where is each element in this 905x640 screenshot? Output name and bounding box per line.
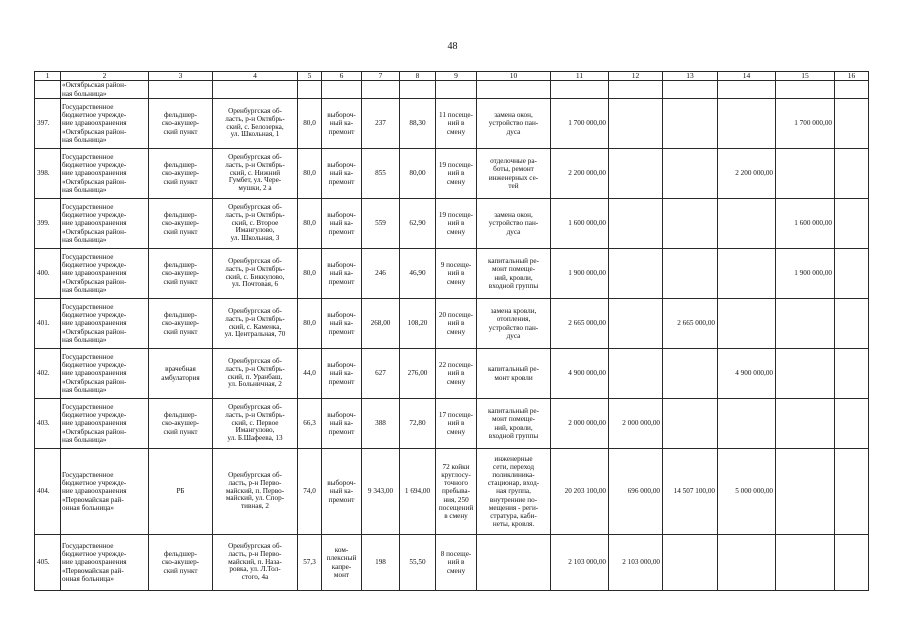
table-row (35, 299, 869, 349)
work-description: капитальный ре- монт помеще- ний, кровли, входной группы (477, 399, 551, 449)
cost-year-3: 4 900 000,00 (718, 349, 776, 399)
repair-type: выбороч- ный ка- премонт (322, 149, 362, 199)
column-number-header: 15 (776, 72, 835, 81)
capacity: 22 посеще- ний в смену (436, 349, 477, 399)
cost-year-5 (835, 149, 869, 199)
work-description: замена окон, устройство пан- дуса (477, 99, 551, 149)
area-value: 66,3 (298, 399, 322, 449)
facility-type: фельдшер- ско-акушер- ский пункт (149, 299, 213, 349)
column-number-header: 10 (477, 72, 551, 81)
cost-year-2 (663, 349, 718, 399)
cost-year-4 (776, 149, 835, 199)
total-cost: 1 700 000,00 (551, 99, 609, 149)
volume-value: 46,90 (400, 249, 436, 299)
volume-value: 62,90 (400, 199, 436, 249)
table-row (35, 349, 869, 399)
repair-type: выбороч- ный ка- премонт (322, 199, 362, 249)
total-cost: 1 900 000,00 (551, 249, 609, 299)
volume-value: 1 694,00 (400, 449, 436, 535)
row-number: 405. (35, 535, 61, 591)
total-cost: 1 600 000,00 (551, 199, 609, 249)
facility-type: фельдшер- ско-акушер- ский пункт (149, 199, 213, 249)
total-cost: 2 665 000,00 (551, 299, 609, 349)
institution-name: «Октябрьская район- ная больница» (61, 81, 149, 99)
facility-type (149, 81, 213, 99)
cost-year-2: 2 665 000,00 (663, 299, 718, 349)
column-number-header: 3 (149, 72, 213, 81)
cost-year-1 (609, 299, 663, 349)
column-number-header: 8 (400, 72, 436, 81)
area-value: 80,0 (298, 249, 322, 299)
volume-value: 55,50 (400, 535, 436, 591)
cost-year-1 (609, 249, 663, 299)
page-number: 48 (447, 41, 458, 52)
table-row (35, 199, 869, 249)
address: Оренбургская об- ласть, р-н Октябрь- ский, с. Каменка, ул. Центральная, 70 (213, 299, 298, 349)
cost-year-4 (776, 349, 835, 399)
cost-year-1 (609, 149, 663, 199)
cost-year-4 (776, 449, 835, 535)
cost-year-2 (663, 81, 718, 99)
capacity: 19 посеще- ний в смену (436, 149, 477, 199)
cost-year-3 (718, 199, 776, 249)
cost-year-2: 14 507 100,00 (663, 449, 718, 535)
cost-year-1 (609, 349, 663, 399)
address: Оренбургская об- ласть, р-н Октябрь- ский, с. Первое Имангулово, ул. Б.Шафеева, 13 (213, 399, 298, 449)
cost-year-4: 1 700 000,00 (776, 99, 835, 149)
facility-type: фельдшер- ско-акушер- ский пункт (149, 149, 213, 199)
column-number-header: 11 (551, 72, 609, 81)
work-description: капитальный ре- монт помеще- ний, кровли, входной группы (477, 249, 551, 299)
cost-year-3 (718, 99, 776, 149)
column-number-row (35, 72, 869, 81)
cost-year-4 (776, 81, 835, 99)
volume-value: 108,20 (400, 299, 436, 349)
area-value: 80,0 (298, 199, 322, 249)
cost-year-1: 696 000,00 (609, 449, 663, 535)
row-number: 403. (35, 399, 61, 449)
facility-type: фельдшер- ско-акушер- ский пункт (149, 99, 213, 149)
total-cost (551, 81, 609, 99)
area-sqm: 559 (362, 199, 400, 249)
address: Оренбургская об- ласть, р-н Перво- майский, п. Наза- ровка, ул. Л.Тол- стого, 4а (213, 535, 298, 591)
total-cost: 2 103 000,00 (551, 535, 609, 591)
column-number-header: 5 (298, 72, 322, 81)
area-value: 74,0 (298, 449, 322, 535)
work-description (477, 81, 551, 99)
cost-year-5 (835, 249, 869, 299)
repair-type: выбороч- ный ка- премонт (322, 449, 362, 535)
institution-name: Государственное бюджетное учрежде- ние здравоохранения «Октябрьская район- ная больница» (61, 399, 149, 449)
capacity: 72 койки круглосу- точного пребыва- ния, 250 посещений в смену (436, 449, 477, 535)
column-number-header: 7 (362, 72, 400, 81)
institution-name: Государственное бюджетное учрежде- ние здравоохранения «Октябрьская район- ная больница» (61, 249, 149, 299)
area-sqm: 268,00 (362, 299, 400, 349)
repair-type: выбороч- ный ка- премонт (322, 99, 362, 149)
cost-year-3 (718, 399, 776, 449)
row-number (35, 81, 61, 99)
capacity: 9 посеще- ний в смену (436, 249, 477, 299)
cost-year-5 (835, 449, 869, 535)
cost-year-2 (663, 535, 718, 591)
cost-year-5 (835, 299, 869, 349)
cost-year-2 (663, 249, 718, 299)
address: Оренбургская об- ласть, р-н Октябрь- ский, п. Уранбаш, ул. Больничная, 2 (213, 349, 298, 399)
facility-type: РБ (149, 449, 213, 535)
repair-type: выбороч- ный ка- премонт (322, 249, 362, 299)
work-description: инженерные сети, переход поликлиника- стационар, вход- ная группа, внутренние по- мещения - реги- стратура, каби- неты, кровля. (477, 449, 551, 535)
area-value: 80,0 (298, 149, 322, 199)
area-value: 80,0 (298, 299, 322, 349)
capacity: 8 посеще- ний в смену (436, 535, 477, 591)
institution-name: Государственное бюджетное учрежде- ние здравоохранения «Октябрьская район- ная больница» (61, 99, 149, 149)
area-sqm: 855 (362, 149, 400, 199)
column-number-header: 13 (663, 72, 718, 81)
cost-year-4: 1 600 000,00 (776, 199, 835, 249)
table-row (35, 149, 869, 199)
address: Оренбургская об- ласть, р-н Октябрь- ский, с. Нижний Гумбет, ул. Чере- мушки, 2 а (213, 149, 298, 199)
repair-type: выбороч- ный ка- премонт (322, 299, 362, 349)
cost-year-3 (718, 299, 776, 349)
row-number: 402. (35, 349, 61, 399)
institution-name: Государственное бюджетное учрежде- ние здравоохранения «Первомайская рай- онная больница» (61, 535, 149, 591)
table-row (35, 81, 869, 99)
work-description (477, 535, 551, 591)
cost-year-1 (609, 81, 663, 99)
cost-year-3: 2 200 000,00 (718, 149, 776, 199)
column-number-header: 12 (609, 72, 663, 81)
cost-year-4 (776, 535, 835, 591)
institution-name: Государственное бюджетное учрежде- ние здравоохранения «Первомайская рай- онная больница» (61, 449, 149, 535)
volume-value: 80,00 (400, 149, 436, 199)
cost-year-1 (609, 199, 663, 249)
cost-year-3 (718, 249, 776, 299)
cost-year-4 (776, 299, 835, 349)
repair-type: выбороч- ный ка- премонт (322, 349, 362, 399)
area-value: 44,0 (298, 349, 322, 399)
area-value (298, 81, 322, 99)
facility-type: фельдшер- ско-акушер- ский пункт (149, 535, 213, 591)
cost-year-3: 5 000 000,00 (718, 449, 776, 535)
cost-year-5 (835, 81, 869, 99)
row-number: 399. (35, 199, 61, 249)
total-cost: 20 203 100,00 (551, 449, 609, 535)
area-sqm: 627 (362, 349, 400, 399)
cost-year-3 (718, 535, 776, 591)
capacity: 19 посеще- ний в смену (436, 199, 477, 249)
area-value: 57,3 (298, 535, 322, 591)
repair-type: ком- плексный капре- монт (322, 535, 362, 591)
area-sqm (362, 81, 400, 99)
cost-year-1 (609, 99, 663, 149)
column-number-header: 4 (213, 72, 298, 81)
row-number: 400. (35, 249, 61, 299)
capacity: 17 посеще- ний в смену (436, 399, 477, 449)
institution-name: Государственное бюджетное учрежде- ние здравоохранения «Октябрьская район- ная больница» (61, 199, 149, 249)
area-sqm: 237 (362, 99, 400, 149)
table-row (35, 399, 869, 449)
cost-year-2 (663, 149, 718, 199)
area-sqm: 198 (362, 535, 400, 591)
volume-value: 72,80 (400, 399, 436, 449)
row-number: 398. (35, 149, 61, 199)
column-number-header: 6 (322, 72, 362, 81)
area-value: 80,0 (298, 99, 322, 149)
column-number-header: 14 (718, 72, 776, 81)
work-description: отделочные ра- боты, ремонт инженерных се- тей (477, 149, 551, 199)
volume-value (400, 81, 436, 99)
capacity (436, 81, 477, 99)
institution-name: Государственное бюджетное учрежде- ние здравоохранения «Октябрьская район- ная больница» (61, 149, 149, 199)
facility-type: фельдшер- ско-акушер- ский пункт (149, 399, 213, 449)
cost-year-2 (663, 399, 718, 449)
facility-type: фельдшер- ско-акушер- ский пункт (149, 249, 213, 299)
cost-year-2 (663, 99, 718, 149)
address: Оренбургская об- ласть, р-н Октябрь- ский, с. Белозерка, ул. Школьная, 1 (213, 99, 298, 149)
cost-year-5 (835, 349, 869, 399)
column-number-header: 2 (61, 72, 149, 81)
cost-year-5 (835, 99, 869, 149)
address (213, 81, 298, 99)
volume-value: 276,00 (400, 349, 436, 399)
address: Оренбургская об- ласть, р-н Перво- майский, п. Перво- майский, ул. Спор- тивная, 2 (213, 449, 298, 535)
cost-year-5 (835, 199, 869, 249)
column-number-header: 16 (835, 72, 869, 81)
institution-name: Государственное бюджетное учрежде- ние здравоохранения «Октябрьская район- ная больница» (61, 349, 149, 399)
table-row (35, 535, 869, 591)
repair-type (322, 81, 362, 99)
area-sqm: 388 (362, 399, 400, 449)
cost-year-4 (776, 399, 835, 449)
total-cost: 2 200 000,00 (551, 149, 609, 199)
table-row (35, 99, 869, 149)
volume-value: 88,30 (400, 99, 436, 149)
institution-name: Государственное бюджетное учрежде- ние здравоохранения «Октябрьская район- ная больница» (61, 299, 149, 349)
column-number-header: 9 (436, 72, 477, 81)
cost-year-5 (835, 535, 869, 591)
address: Оренбургская об- ласть, р-н Октябрь- ский, с. Второе Имангулово, ул. Школьная, 3 (213, 199, 298, 249)
cost-year-4: 1 900 000,00 (776, 249, 835, 299)
area-sqm: 246 (362, 249, 400, 299)
total-cost: 2 000 000,00 (551, 399, 609, 449)
address: Оренбургская об- ласть, р-н Октябрь- ский, с. Биккулово, ул. Почтовая, 6 (213, 249, 298, 299)
facility-type: врачебная амбулатория (149, 349, 213, 399)
capital-repair-table (34, 71, 869, 591)
capacity: 20 посеще- ний в смену (436, 299, 477, 349)
repair-type: выбороч- ный ка- премонт (322, 399, 362, 449)
table-row (35, 449, 869, 535)
cost-year-2 (663, 199, 718, 249)
cost-year-5 (835, 399, 869, 449)
area-sqm: 9 343,00 (362, 449, 400, 535)
row-number: 397. (35, 99, 61, 149)
work-description: замена окон, устройство пан- дуса (477, 199, 551, 249)
row-number: 404. (35, 449, 61, 535)
work-description: капитальный ре- монт кровли (477, 349, 551, 399)
work-description: замена кровли, отопления, устройство пан- дуса (477, 299, 551, 349)
table-row (35, 249, 869, 299)
cost-year-3 (718, 81, 776, 99)
cost-year-1: 2 000 000,00 (609, 399, 663, 449)
row-number: 401. (35, 299, 61, 349)
capacity: 11 посеще- ний в смену (436, 99, 477, 149)
column-number-header: 1 (35, 72, 61, 81)
total-cost: 4 900 000,00 (551, 349, 609, 399)
cost-year-1: 2 103 000,00 (609, 535, 663, 591)
